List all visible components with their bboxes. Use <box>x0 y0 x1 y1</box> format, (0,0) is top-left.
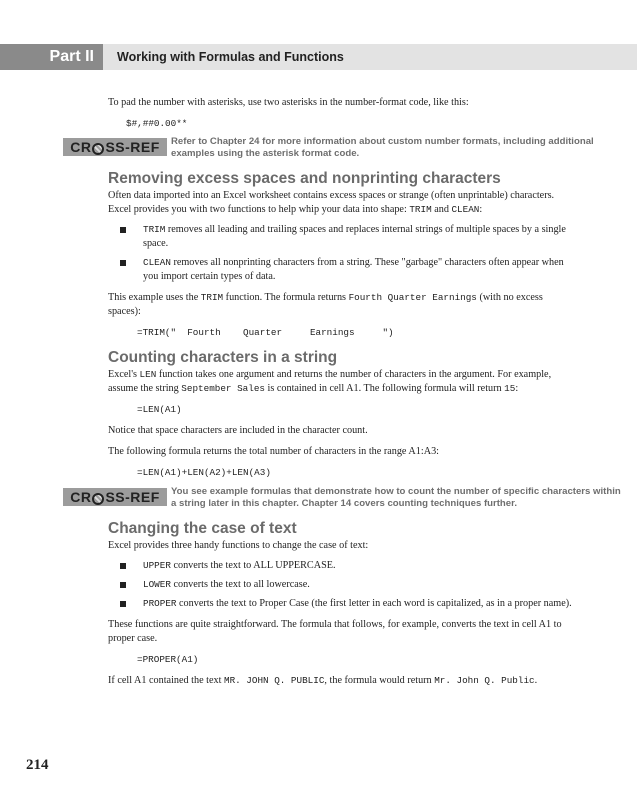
bullet-icon <box>120 601 126 607</box>
crosshair-icon <box>92 493 104 505</box>
cross-ref-2 <box>63 486 621 514</box>
list-item: PROPER converts the text to Proper Case (the first letter in each word is capitalized, as in a proper name). <box>120 597 578 611</box>
cross-ref-text: You see example formulas that demonstrate how to count the number of specific characters within a string later in this chapter. Chapter 14 covers counting techniques further. <box>171 486 621 509</box>
cross-ref-1 <box>63 136 594 164</box>
list-item: LOWER converts the text to all lowercase. <box>120 578 578 592</box>
part-label: Part II <box>0 44 103 70</box>
function-list <box>108 223 578 284</box>
cross-ref-text: Refer to Chapter 24 for more information about custom number formats, including additional examples using the asterisk format code. <box>171 136 594 159</box>
paragraph: Excel provides three handy functions to change the case of text: <box>108 540 369 551</box>
page-body <box>70 92 621 688</box>
trim-code: =TRIM(" Fourth Quarter Earnings ") <box>137 327 394 338</box>
paragraph: The following formula returns the total number of characters in the range A1:A3: <box>108 446 439 457</box>
intro-paragraph: To pad the number with asterisks, use two asterisks in the number-format code, like this: <box>108 97 469 108</box>
section-heading-counting: Counting characters in a string <box>108 349 338 366</box>
section-heading-removing-spaces: Removing excess spaces and nonprinting characters <box>108 170 501 187</box>
len-code: =LEN(A1) <box>137 404 182 415</box>
paragraph: If cell A1 contained the text MR. JOHN Q. PUBLIC, the formula would return Mr. John Q. Public. <box>108 675 538 686</box>
cross-ref-badge: CR SS-REF <box>63 138 167 156</box>
paragraph: This example uses the TRIM function. The formula returns Fourth Quarter Earnings (with no excess spaces): <box>108 292 543 317</box>
bullet-icon <box>120 582 126 588</box>
chapter-title: Working with Formulas and Functions <box>117 50 344 64</box>
list-item: UPPER converts the text to ALL UPPERCASE. <box>120 559 578 573</box>
bullet-icon <box>120 563 126 569</box>
function-list <box>108 559 578 611</box>
bullet-icon <box>120 260 126 266</box>
cross-ref-badge: CR SS-REF <box>63 488 167 506</box>
page-number: 214 <box>26 757 49 773</box>
len-sum-code: =LEN(A1)+LEN(A2)+LEN(A3) <box>137 467 271 478</box>
list-item: TRIM removes all leading and trailing spaces and replaces internal strings of multiple spaces by a single space. <box>120 223 578 251</box>
paragraph: Often data imported into an Excel worksheet contains excess spaces or strange (often unprintable) characters. Excel provides you with two functions to help whip your data into shape: TRIM and CLEAN: <box>108 190 555 215</box>
proper-code: =PROPER(A1) <box>137 654 199 665</box>
paragraph: These functions are quite straightforward. The formula that follows, for example, converts the text in cell A1 to proper case. <box>108 619 562 644</box>
bullet-icon <box>120 227 126 233</box>
paragraph: Excel's LEN function takes one argument and returns the number of characters in the argument. For example, assume the string September Sales is contained in cell A1. The following formula will return 15: <box>108 369 552 394</box>
running-header <box>0 44 637 70</box>
section-heading-case: Changing the case of text <box>108 520 297 537</box>
intro-code: $#,##0.00** <box>126 118 188 129</box>
list-item: CLEAN removes all nonprinting characters from a string. These "garbage" characters often appear when you import certain types of data. <box>120 256 578 284</box>
paragraph: Notice that space characters are included in the character count. <box>108 425 368 436</box>
crosshair-icon <box>92 143 104 155</box>
